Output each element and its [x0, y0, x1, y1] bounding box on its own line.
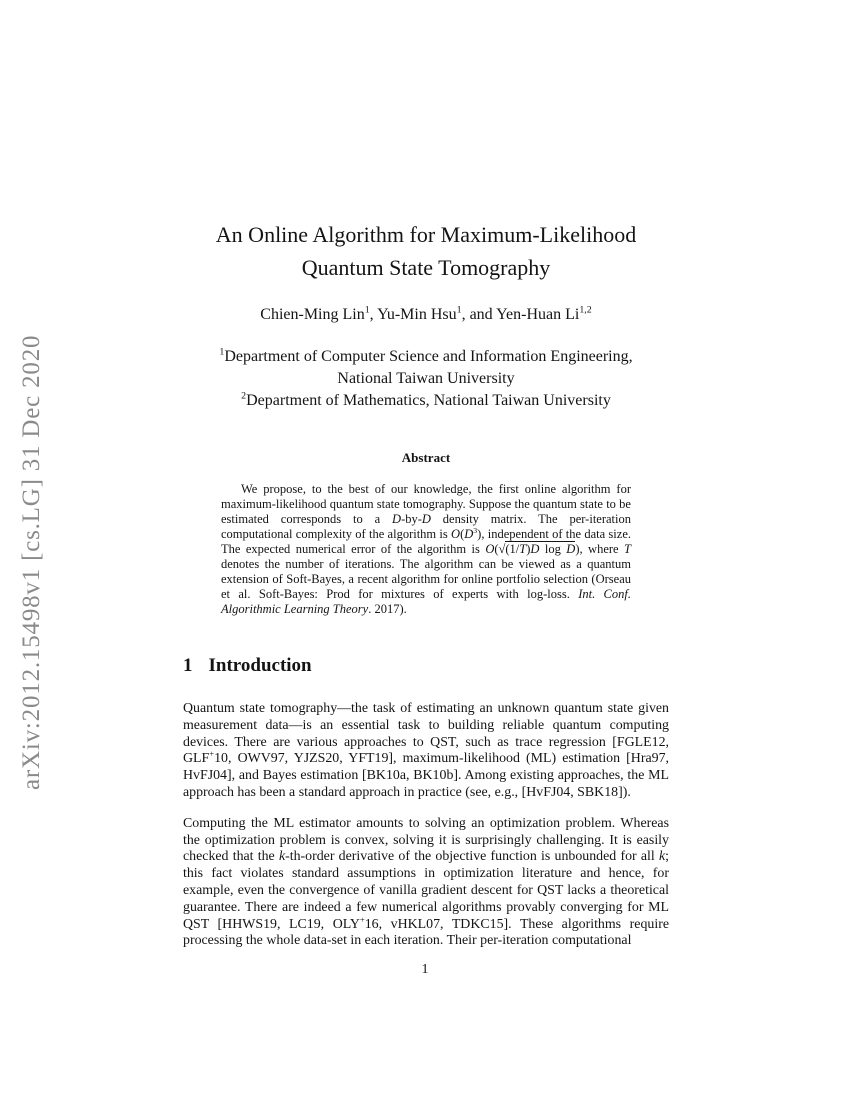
intro-paragraph-1: Quantum state tomography—the task of estimating an unknown quantum state given measurement data—is an essential task to building reliable quantum computing devices. There are various approaches to QST, such as trace regression [FGLE12, GLF+10, OWV97, YJZS20, YFT19], maximum-likelihood (ML) estimation [Hra97, HvFJ04], and Bayes estimation [BK10a, BK10b]. Among existing approaches, the ML approach has been a standard approach in practice (see, e.g., [HvFJ04, SBK18]).	[183, 701, 669, 800]
abstract-heading: Abstract	[401, 450, 451, 465]
section-heading	[183, 655, 669, 677]
paper-title-line-2: Quantum State Tomography	[301, 255, 551, 280]
intro-paragraph-2: Computing the ML estimator amounts to solving an optimization problem. Whereas the optimization problem is convex, solving it is surprisingly challenging. It is easily checked that the k-th-order derivative of the objective function is unbounded for all k; this fact violates standard assumptions in optimization literature and hence, for example, even the convergence of vanilla gradient descent for QST lacks a theoretical guarantee. There are indeed a few numerical algorithms provably converging for ML QST [HHWS19, LC19, OLY+16, vHKL07, TDKC15]. These algorithms require processing the whole data-set in each iteration. Their per-iteration computational	[183, 815, 669, 949]
abstract-body: We propose, to the best of our knowledge, the first online algorithm for maximum-likelihood quantum state tomography. Suppose the quantum state to be estimated corresponds to a D-by-D density matrix. The per-iteration computational complexity of the algorithm is $O(D^3)$, independent of the data size. The expected numerical error of the algorithm is O(√(1/T)D log D), where T denotes the number of iterations. The algorithm can be viewed as a quantum extension of Soft-Bayes, a recent algorithm for online portfolio selection (Orseau et al. Soft-Bayes: Prod for mixtures of experts with log-loss. Int. Conf. Algorithmic Learning Theory. 2017).	[221, 482, 631, 616]
arxiv-watermark: arXiv:2012.15498v1 [cs.LG] 31 Dec 2020	[18, 334, 45, 790]
section-number: 1	[183, 655, 193, 676]
affiliation-2: $^2$Department of Mathematics, National Taiwan University	[241, 390, 611, 409]
page-number: 1	[421, 962, 429, 977]
paper-content-column	[183, 218, 669, 950]
authors-line: Chien-Ming Lin$^1$, Yu-Min Hsu$^1$, and Yen-Huan Li$^{1,2}$	[260, 304, 592, 323]
section-title: Introduction	[208, 655, 312, 676]
paper-title-line-1: An Online Algorithm for Maximum-Likelihood	[215, 222, 637, 247]
affiliation-1-line-2: National Taiwan University	[337, 370, 515, 387]
paper-title	[183, 218, 669, 284]
affiliation-1-line-1: $^1$Department of Computer Science and Information Engineering,	[219, 346, 633, 365]
